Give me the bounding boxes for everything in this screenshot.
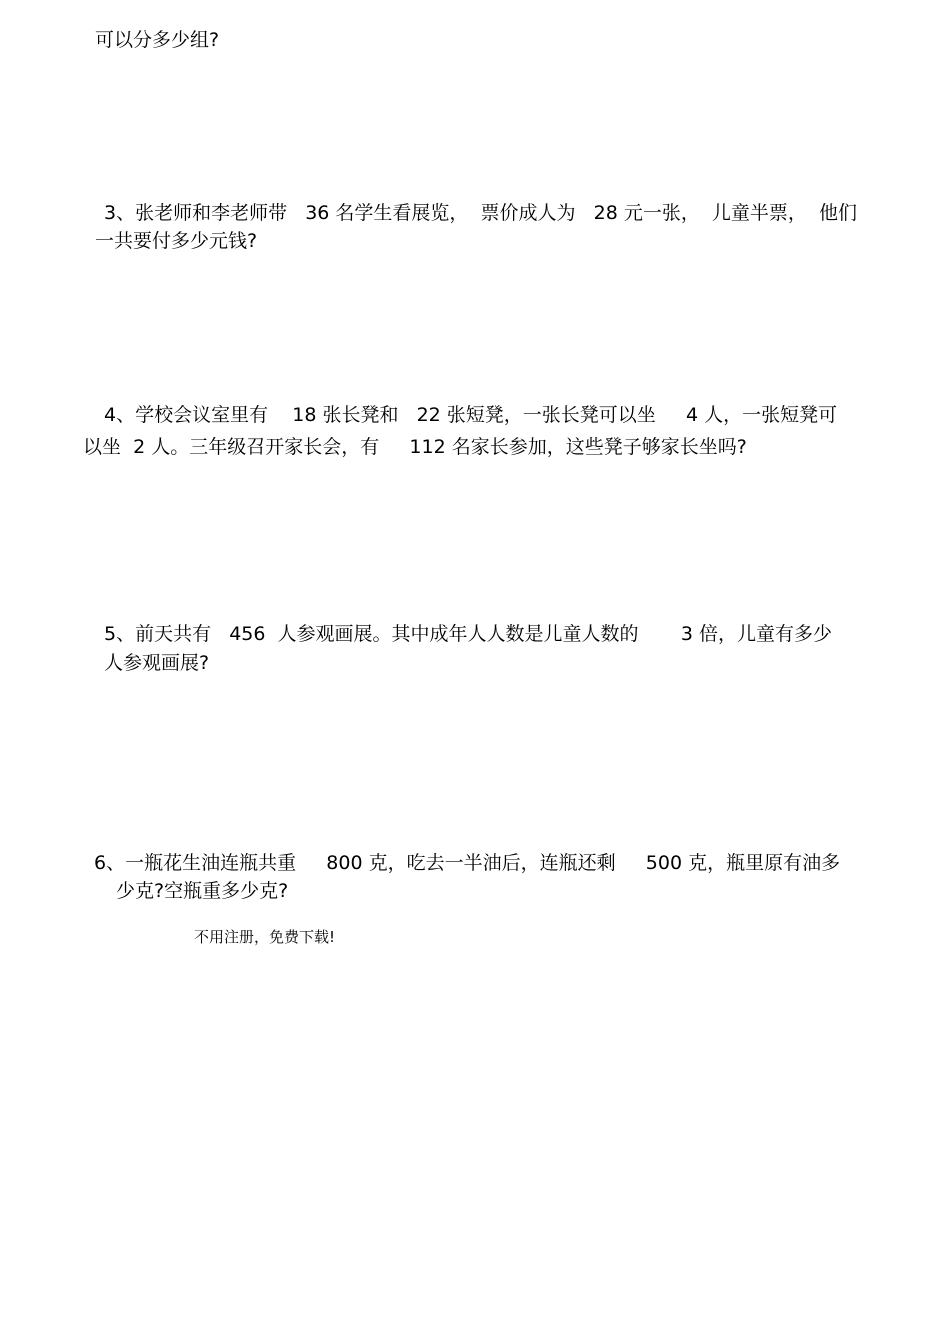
question-3-line-1: 3、张老师和李老师带 36 名学生看展览， 票价成人为 28 元一张， 儿童半票， 他们	[104, 202, 857, 224]
question-4-line-1: 4、学校会议室里有 18 张长凳和 22 张短凳，一张长凳可以坐 4 人，一张短凳可	[104, 404, 838, 426]
question-2-continuation: 可以分多少组?	[95, 29, 220, 51]
question-4-line-2: 以坐 2 人。三年级召开家长会，有 112 名家长参加，这些凳子够家长坐吗?	[83, 436, 747, 458]
question-6-line-2: 少克?空瓶重多少克?	[116, 880, 289, 902]
footer-note: 不用注册，免费下载!	[194, 928, 336, 946]
question-3-line-2: 一共要付多少元钱?	[95, 230, 258, 252]
question-6-line-1: 6、一瓶花生油连瓶共重 800 克，吃去一半油后，连瓶还剩 500 克，瓶里原有油多	[94, 852, 841, 874]
question-5-line-2: 人参观画展?	[104, 652, 210, 674]
question-5-line-1: 5、前天共有 456 人参观画展。其中成年人人数是儿童人数的 3 倍，儿童有多少	[104, 623, 832, 645]
